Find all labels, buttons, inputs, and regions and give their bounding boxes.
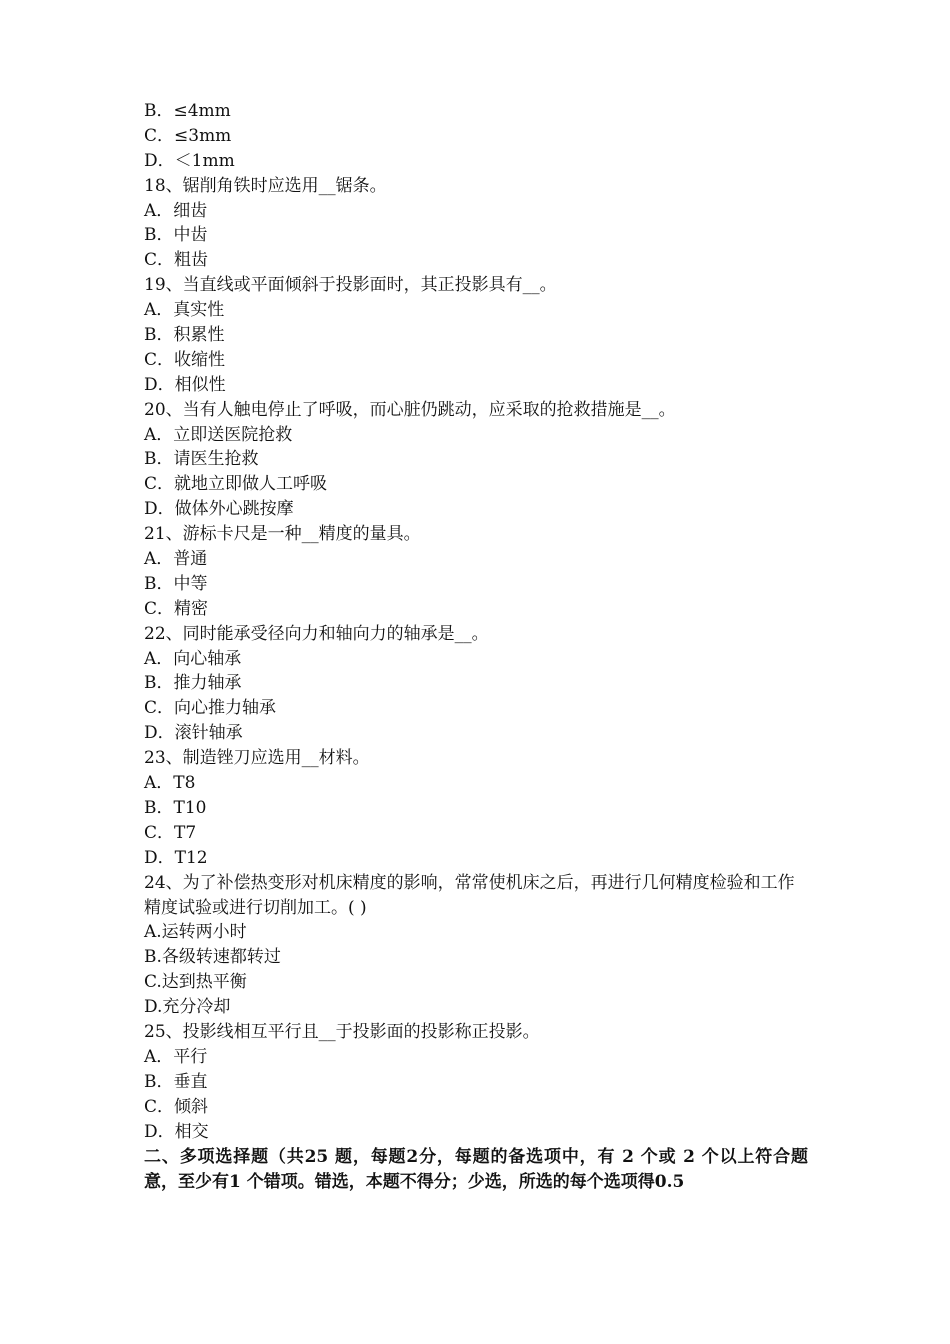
option-c-25: C．倾斜 [144,1096,209,1117]
option-a-19: A．真实性 [144,300,225,321]
question-21: 21、游标卡尺是一种__精度的量具。 [144,524,421,545]
option-c-24: C.达到热平衡 [144,972,247,993]
option-d-24: D.充分冷却 [144,997,231,1018]
option-c-19: C．收缩性 [144,349,226,370]
option-c-23: C．T7 [144,822,197,843]
option-a-22: A．向心轴承 [144,648,242,669]
option-c-17: C．≤3mm [144,125,232,146]
option-b-20: B．请医生抢救 [144,449,259,470]
question-23: 23、制造锉刀应选用__材料。 [144,748,370,769]
option-c-20: C．就地立即做人工呼吸 [144,474,328,495]
question-24: 24、为了补偿热变形对机床精度的影响，常常使机床之后，再进行几何精度检验和工作精度试验或进行切削加工。( ) [144,872,795,918]
question-22: 22、同时能承受径向力和轴向力的轴承是__。 [144,623,489,644]
option-d-22: D．滚针轴承 [144,723,243,744]
option-b-18: B．中齿 [144,225,208,246]
question-18: 18、锯削角铁时应选用__锯条。 [144,175,387,196]
option-b-25: B．垂直 [144,1071,208,1092]
option-a-21: A．普通 [144,549,208,570]
option-c-18: C．粗齿 [144,250,209,271]
option-a-24: A.运转两小时 [144,922,247,943]
option-b-23: B．T10 [144,797,207,818]
option-a-23: A．T8 [144,773,196,794]
option-a-18: A．细齿 [144,200,208,221]
option-d-20: D．做体外心跳按摩 [144,499,294,520]
option-d-17: D．＜1mm [144,150,235,171]
option-b-21: B．中等 [144,573,208,594]
option-b-24: B.各级转速都转过 [144,947,281,968]
option-b-19: B．积累性 [144,325,225,346]
option-c-21: C．精密 [144,598,209,619]
question-content [144,99,808,1195]
option-a-20: A．立即送医院抢救 [144,424,293,445]
option-d-25: D．相交 [144,1121,209,1142]
option-c-22: C．向心推力轴承 [144,698,277,719]
option-b-22: B．推力轴承 [144,673,242,694]
question-25: 25、投影线相互平行且__于投影面的投影称正投影。 [144,1021,540,1042]
option-d-23: D．T12 [144,847,208,868]
section-heading-multiple-choice: 二、多项选择题（共25 题，每题2分，每题的备选项中，有 2 个或 2 个以上符合题意，至少有1 个错项。错选，本题不得分；少选，所选的每个选项得0.5 [144,1147,808,1193]
question-19: 19、当直线或平面倾斜于投影面时，其正投影具有__。 [144,275,557,296]
option-a-25: A．平行 [144,1046,208,1067]
option-d-19: D．相似性 [144,374,226,395]
question-20: 20、当有人触电停止了呼吸，而心脏仍跳动，应采取的抢救措施是__。 [144,399,676,420]
option-b-17: B．≤4mm [144,101,231,121]
